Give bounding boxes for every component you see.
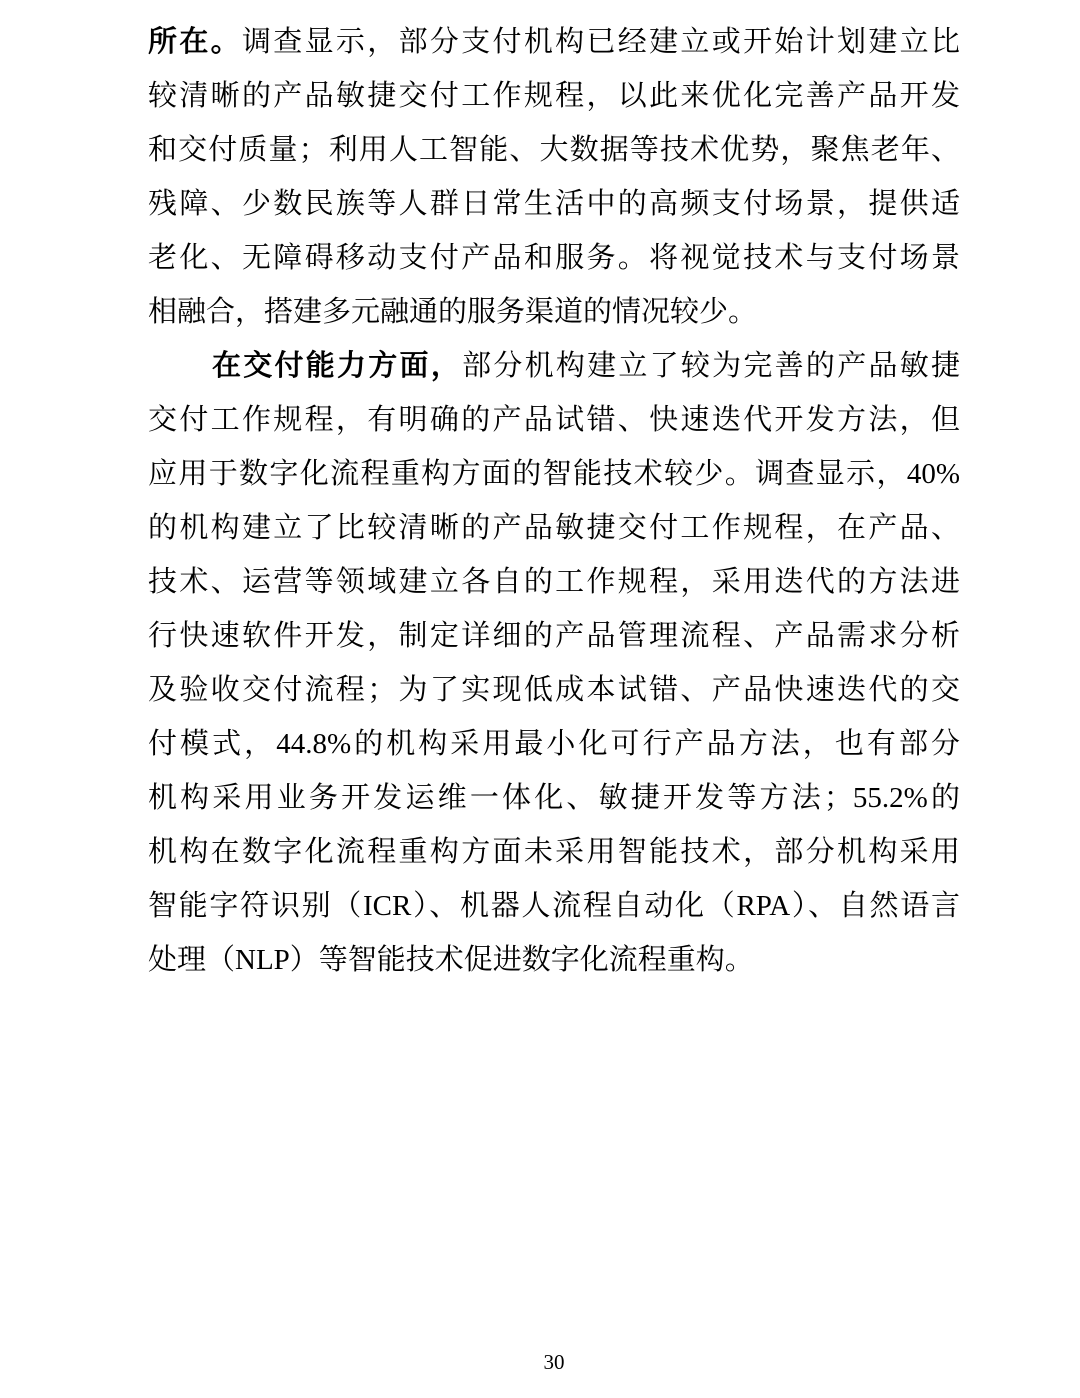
text-line [148,231,960,285]
text-line [148,339,960,393]
text-line [148,879,960,933]
text-line [148,555,960,609]
text-line [148,69,960,123]
text-line [148,717,960,771]
text-line [148,771,960,825]
text-run: 技术、运营等领域建立各自的工作规程，采用迭代的方法进 [148,566,960,598]
text-run: 行快速软件开发，制定详细的产品管理流程、产品需求分析 [148,620,960,652]
text-line [148,501,960,555]
text-run: 部分机构建立了较为完善的产品敏捷 [462,350,960,382]
bold-text-run: 在交付能力方面， [212,350,463,382]
text-run: 及验收交付流程；为了实现低成本试错、产品快速迭代的交 [148,674,960,706]
text-line [148,177,960,231]
text-line [148,609,960,663]
document-body [148,15,960,987]
page-number: 30 [543,1350,565,1374]
text-run: 较清晰的产品敏捷交付工作规程，以此来优化完善产品开发 [148,80,960,112]
text-run: 付模式，44.8%的机构采用最小化可行产品方法，也有部分 [148,728,960,760]
paragraph [148,15,960,339]
text-run: 智能字符识别（ICR）、机器人流程自动化（RPA）、自然语言 [148,890,960,922]
text-run: 机构采用业务开发运维一体化、敏捷开发等方法；55.2%的 [148,782,960,814]
page-footer [148,1348,960,1376]
text-line [148,123,960,177]
text-run: 机构在数字化流程重构方面未采用智能技术，部分机构采用 [148,836,960,868]
text-run: 调查显示，部分支付机构已经建立或开始计划建立比 [241,26,960,58]
text-run: 应用于数字化流程重构方面的智能技术较少。调查显示，40% [148,458,960,490]
text-line [148,15,960,69]
bold-text-run: 所在。 [148,26,242,58]
text-run: 和交付质量；利用人工智能、大数据等技术优势，聚焦老年、 [148,134,960,166]
text-line [148,825,960,879]
text-line [148,933,960,987]
text-line [148,447,960,501]
text-line [148,393,960,447]
text-run: 残障、少数民族等人群日常生活中的高频支付场景，提供适 [148,188,960,220]
text-run: 相融合，搭建多元融通的服务渠道的情况较少。 [148,296,758,328]
text-line [148,663,960,717]
text-run: 交付工作规程，有明确的产品试错、快速迭代开发方法，但 [148,404,960,436]
text-run: 老化、无障碍移动支付产品和服务。将视觉技术与支付场景 [148,242,960,274]
paragraph [148,339,960,987]
text-run: 处理（NLP）等智能技术促进数字化流程重构。 [148,944,754,976]
text-line [148,285,960,339]
text-run: 的机构建立了比较清晰的产品敏捷交付工作规程，在产品、 [148,512,960,544]
